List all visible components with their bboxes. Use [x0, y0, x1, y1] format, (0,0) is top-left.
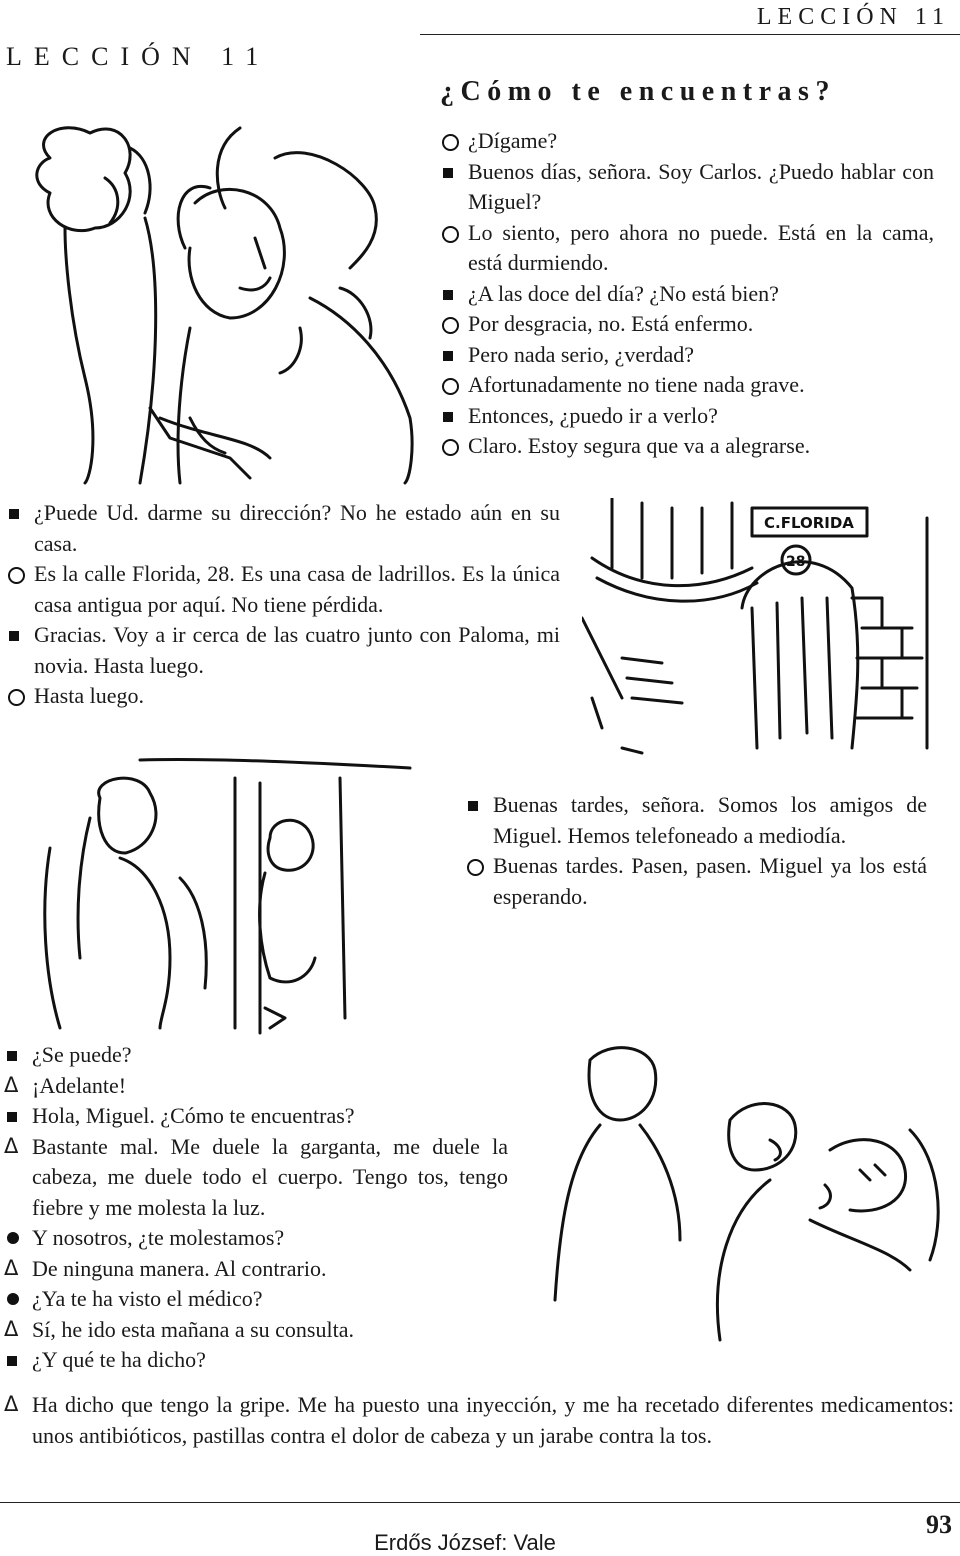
dialog-line — [4, 1071, 508, 1102]
dialog-line — [465, 851, 927, 912]
page-number: 93 — [926, 1510, 952, 1539]
dialog-line — [6, 681, 560, 712]
dialog-3 — [465, 790, 927, 912]
dialog-line — [440, 279, 934, 310]
dialog-line — [440, 340, 934, 371]
dialog-text: Ha dicho que tengo la gripe. Me ha puesto una inyección, y me ha recetado diferentes medicamentos: unos antibióticos, pastillas contra el dolor de cabeza y un jarabe contra la tos. — [32, 1392, 954, 1448]
dialog-line — [440, 157, 934, 218]
dialog-text: ¿Se puede? — [32, 1042, 132, 1067]
dialog-line — [440, 431, 934, 462]
dialog-line — [440, 401, 934, 432]
house-door-illustration — [582, 498, 954, 758]
dialog-line — [4, 1390, 954, 1451]
dialog-text: Buenos días, señora. Soy Carlos. ¿Puedo hablar con Miguel? — [468, 158, 934, 214]
header-divider — [420, 34, 960, 35]
dialog-text: Lo siento, pero ahora no puede. Está en la cama, está durmiendo. — [468, 219, 934, 275]
dialog-4 — [4, 1040, 508, 1376]
dialog-line — [440, 126, 934, 157]
dialog-text: Gracias. Voy a ir cerca de las cuatro junto con Paloma, mi novia. Hasta luego. — [34, 622, 560, 678]
dialog-line — [6, 620, 560, 681]
dialog-line — [6, 498, 560, 559]
footer-author: Erdős József: Vale — [374, 1530, 556, 1555]
dialog-text: Buenas tardes. Pasen, pasen. Miguel ya los está esperando. — [493, 853, 927, 909]
dialog-text: ¡Adelante! — [32, 1072, 127, 1098]
dialog-text: Buenas tardes, señora. Somos los amigos de Miguel. Hemos telefoneado a mediodía. — [493, 792, 927, 848]
dialog-text: ¿Dígame? — [468, 128, 558, 153]
dialog-line — [4, 1254, 508, 1285]
dialog-title: ¿Cómo te encuentras? — [440, 76, 836, 107]
dialog-line — [6, 559, 560, 620]
dialog-text: De ninguna manera. Al contrario. — [32, 1255, 327, 1281]
dialog-line — [4, 1284, 508, 1315]
dialog-line — [4, 1040, 508, 1071]
street-sign-text: C.FLORIDA — [764, 514, 854, 532]
phone-call-illustration — [10, 118, 425, 488]
dialog-1 — [440, 126, 934, 462]
dialog-text: Afortunadamente no tiene nada grave. — [468, 372, 805, 397]
dialog-line — [4, 1315, 508, 1346]
visit-arrival-illustration — [20, 758, 420, 1038]
dialog-text: Hola, Miguel. ¿Cómo te encuentras? — [32, 1103, 355, 1128]
dialog-text: Sí, he ido esta mañana a su consulta. — [32, 1316, 354, 1342]
sick-in-bed-illustration — [530, 1040, 950, 1390]
footer-divider — [0, 1502, 960, 1503]
dialog-text: ¿A las doce del día? ¿No está bien? — [468, 280, 779, 306]
dialog-text: Entonces, ¿puedo ir a verlo? — [468, 402, 718, 428]
lesson-heading: LECCIÓN 11 — [6, 42, 271, 71]
dialog-line — [465, 790, 927, 851]
dialog-text: Hasta luego. — [34, 683, 144, 708]
dialog-text: Claro. Estoy segura que va a alegrarse. — [468, 433, 811, 458]
running-header: LECCIÓN 11 — [756, 4, 950, 30]
dialog-line — [4, 1132, 508, 1224]
house-number: 28 — [786, 554, 806, 570]
dialog-line — [440, 218, 934, 279]
dialog-line — [4, 1345, 508, 1376]
dialog-5 — [4, 1390, 954, 1451]
dialog-text: Es la calle Florida, 28. Es una casa de ladrillos. Es la única casa antigua por aquí. No tiene pérdida. — [34, 561, 560, 617]
dialog-line — [440, 370, 934, 401]
dialog-2 — [6, 498, 560, 712]
dialog-text: Por desgracia, no. Está enfermo. — [468, 311, 754, 336]
dialog-text: ¿Ya te ha visto el médico? — [32, 1286, 263, 1311]
dialog-text: Pero nada serio, ¿verdad? — [468, 341, 695, 367]
dialog-line — [4, 1223, 508, 1254]
dialog-line — [4, 1101, 508, 1132]
dialog-text: Bastante mal. Me duele la garganta, me duele la cabeza, me duele todo el cuerpo. Tengo tos, tengo fiebre y me molesta la luz. — [32, 1133, 508, 1220]
dialog-line — [440, 309, 934, 340]
dialog-text: Y nosotros, ¿te molestamos? — [32, 1225, 285, 1250]
dialog-text: ¿Puede Ud. darme su dirección? No he estado aún en su casa. — [34, 500, 560, 556]
dialog-text: ¿Y qué te ha dicho? — [32, 1347, 206, 1372]
